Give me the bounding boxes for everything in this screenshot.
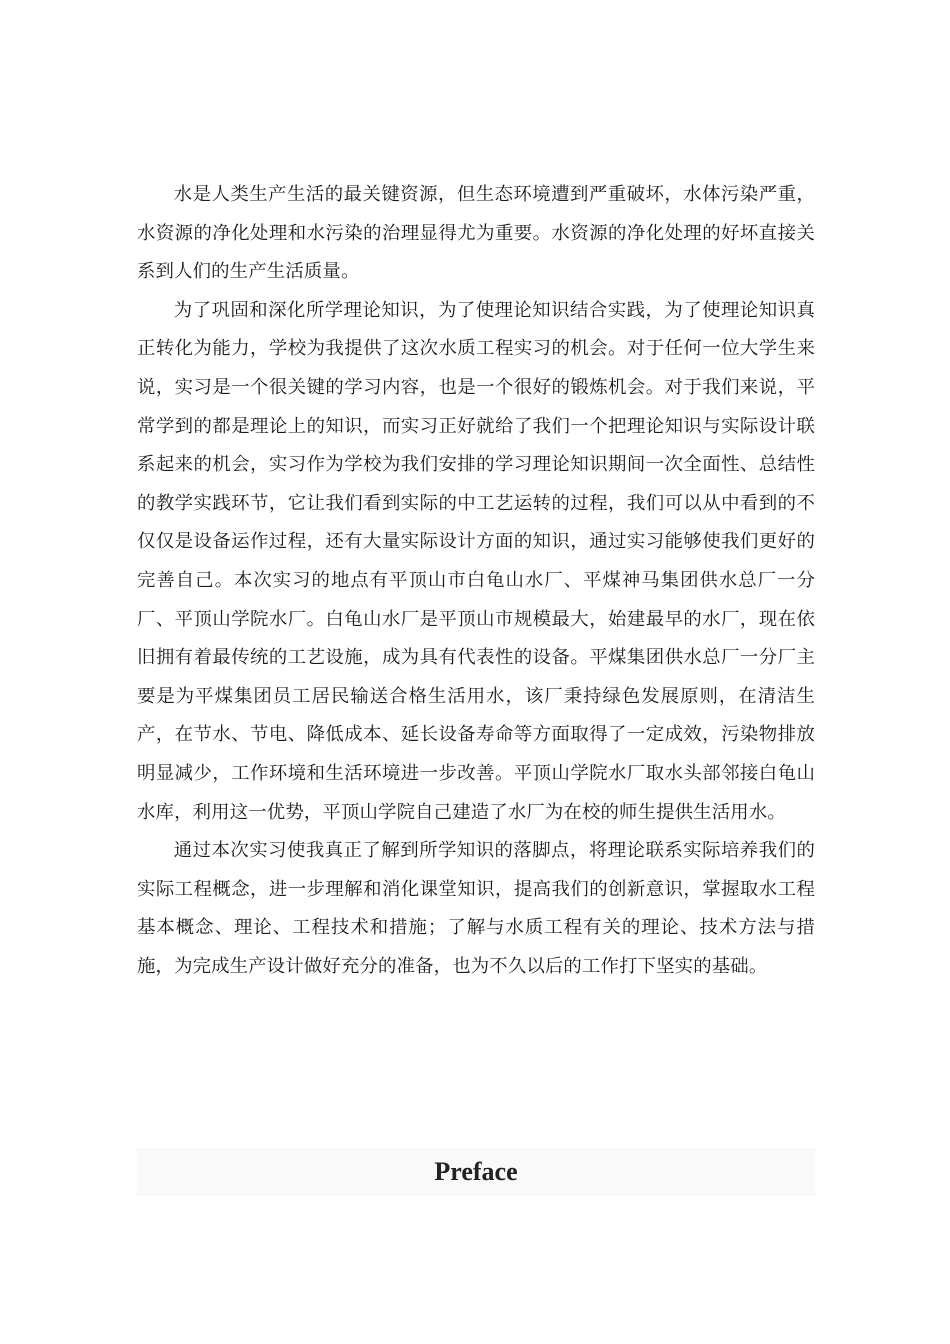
body-text bbox=[137, 176, 815, 986]
section-heading: Preface bbox=[434, 1157, 518, 1186]
paragraph-2: 为了巩固和深化所学理论知识，为了使理论知识结合实践，为了使理论知识真正转化为能力，学校为我提供了这次水质工程实习的机会。对于任何一位大学生来说，实习是一个很关键的学习内容，也是一个很好的锻炼机会。对于我们来说，平常学到的都是理论上的知识，而实习正好就给了我们一个把理论知识与实际设计联系起来的机会，实习作为学校为我们安排的学习理论知识期间一次全面性、总结性的教学实践环节，它让我们看到实际的中工艺运转的过程，我们可以从中看到的不仅仅是设备运作过程，还有大量实际设计方面的知识，通过实习能够使我们更好的完善自己。本次实习的地点有平顶山市白龟山水厂、平煤神马集团供水总厂一分厂、平顶山学院水厂。白龟山水厂是平顶山市规模最大，始建最早的水厂，现在依旧拥有着最传统的工艺设施，成为具有代表性的设备。平煤集团供水总厂一分厂主要是为平煤集团员工居民输送合格生活用水，该厂秉持绿色发展原则，在清洁生产，在节水、节电、降低成本、延长设备寿命等方面取得了一定成效，污染物排放明显减少，工作环境和生活环境进一步改善。平顶山学院水厂取水头部邻接白龟山水库，利用这一优势，平顶山学院自己建造了水厂为在校的师生提供生活用水。 bbox=[137, 299, 815, 823]
section-heading-band bbox=[137, 1148, 815, 1196]
paragraph-3: 通过本次实习使我真正了解到所学知识的落脚点，将理论联系实际培养我们的实际工程概念，进一步理解和消化课堂知识，提高我们的创新意识，掌握取水工程基本概念、理论、工程技术和措施；了解与水质工程有关的理论、技术方法与措施，为完成生产设计做好充分的准备，也为不久以后的工作打下坚实的基础。 bbox=[137, 840, 815, 977]
paragraph-1: 水是人类生产生活的最关键资源，但生态环境遭到严重破坏，水体污染严重，水资源的净化处理和水污染的治理显得尤为重要。水资源的净化处理的好坏直接关系到人们的生产生活质量。 bbox=[137, 184, 815, 283]
